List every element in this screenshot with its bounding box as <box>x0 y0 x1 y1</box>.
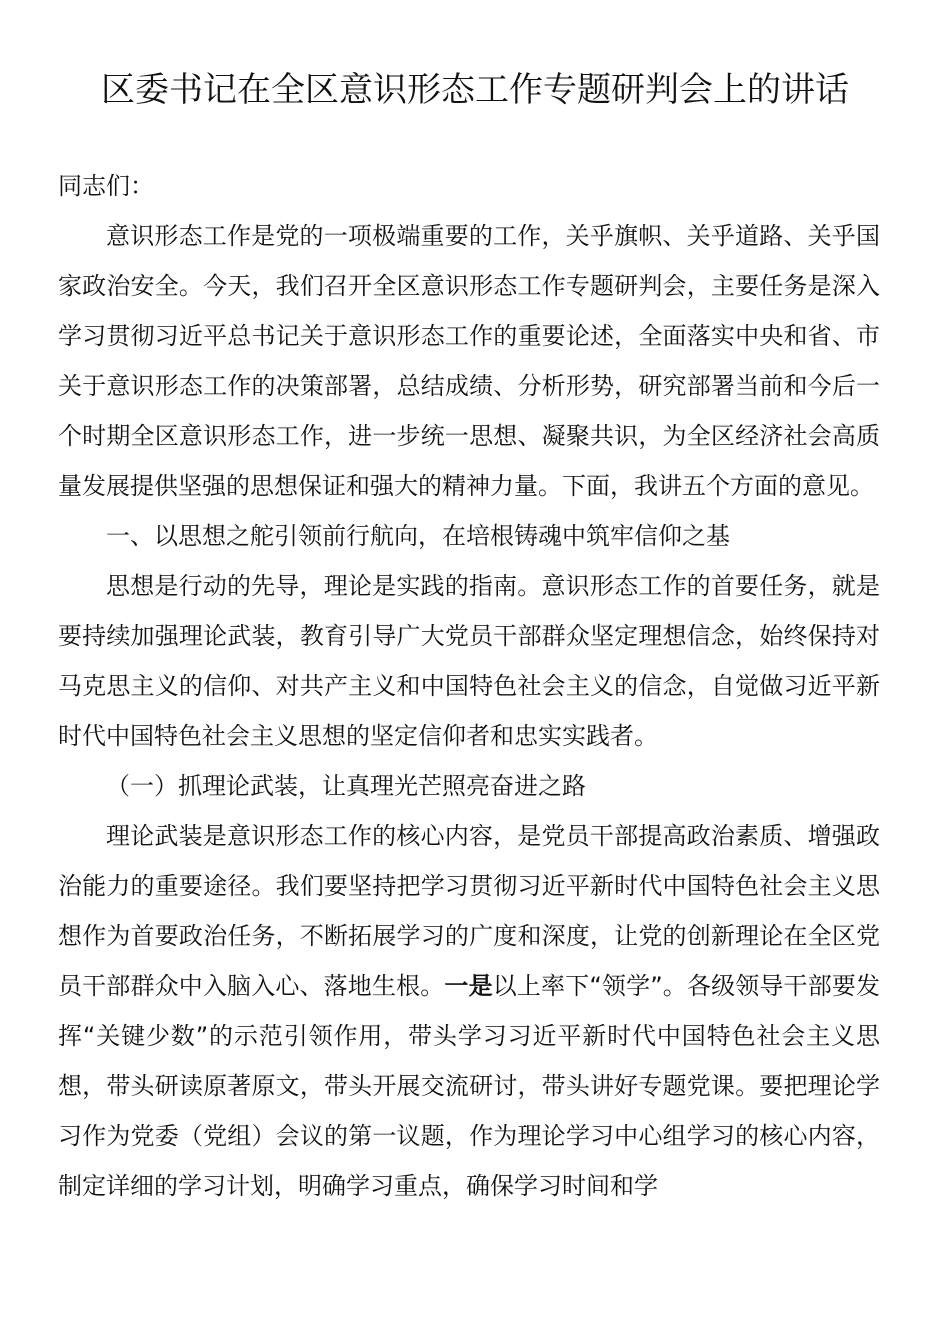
section-1-paragraph: 思想是行动的先导，理论是实践的指南。意识形态工作的首要任务，就是要持续加强理论武装，教育引导广大党员干部群众坚定理想信念，始终保持对马克思主义的信仰、对共产主义和中国特色社会主义的信念，自觉做习近平新时代中国特色社会主义思想的坚定信仰者和忠实实践者。 <box>58 572 880 750</box>
subsection-1-heading: （一）抓理论武装，让真理光芒照亮奋进之路 <box>106 772 586 800</box>
intro-paragraph: 意识形态工作是党的一项极端重要的工作，关乎旗帜、关乎道路、关乎国家政治安全。今天，我们召开全区意识形态工作专题研判会，主要任务是深入学习贯彻习近平总书记关于意识形态工作的重要论述，全面落实中央和省、市关于意识形态工作的决策部署，总结成绩、分析形势，研究部署当前和今后一个时期全区意识形态工作，进一步统一思想、凝聚共识，为全区经济社会高质量发展提供坚强的思想保证和强大的精神力量。下面，我讲五个方面的意见。 <box>58 222 880 500</box>
subsection-1-bold-marker: 一是 <box>444 972 493 1000</box>
subsection-1-paragraph <box>58 811 880 1211</box>
document-body <box>58 161 880 1211</box>
section-1-heading: 一、以思想之舵引领前行航向，在培根铸魂中筑牢信仰之基 <box>106 522 730 550</box>
subsection-1-text-b: 以上率下“领学”。各级领导干部要发挥“关键少数”的示范引领作用，带头学习习近平新时代中国特色社会主义思想，带头研读原著原文，带头开展交流研讨，带头讲好专题党课。要把理论学习作为党委（党组）会议的第一议题，作为理论学习中心组学习的核心内容，制定详细的学习计划，明确学习重点，确保学习时间和学 <box>58 972 881 1200</box>
salutation: 同志们： <box>58 172 154 200</box>
subsection-1-text-a: 理论武装是意识形态工作的核心内容，是党员干部提高政治素质、增强政治能力的重要途径。我们要坚持把学习贯彻习近平新时代中国特色社会主义思想作为首要政治任务，不断拓展学习的广度和深度，让党的创新理论在全区党员干部群众中入脑入心、落地生根。 <box>58 822 880 1000</box>
document-title: 区委书记在全区意识形态工作专题研判会上的讲话 <box>101 70 849 110</box>
